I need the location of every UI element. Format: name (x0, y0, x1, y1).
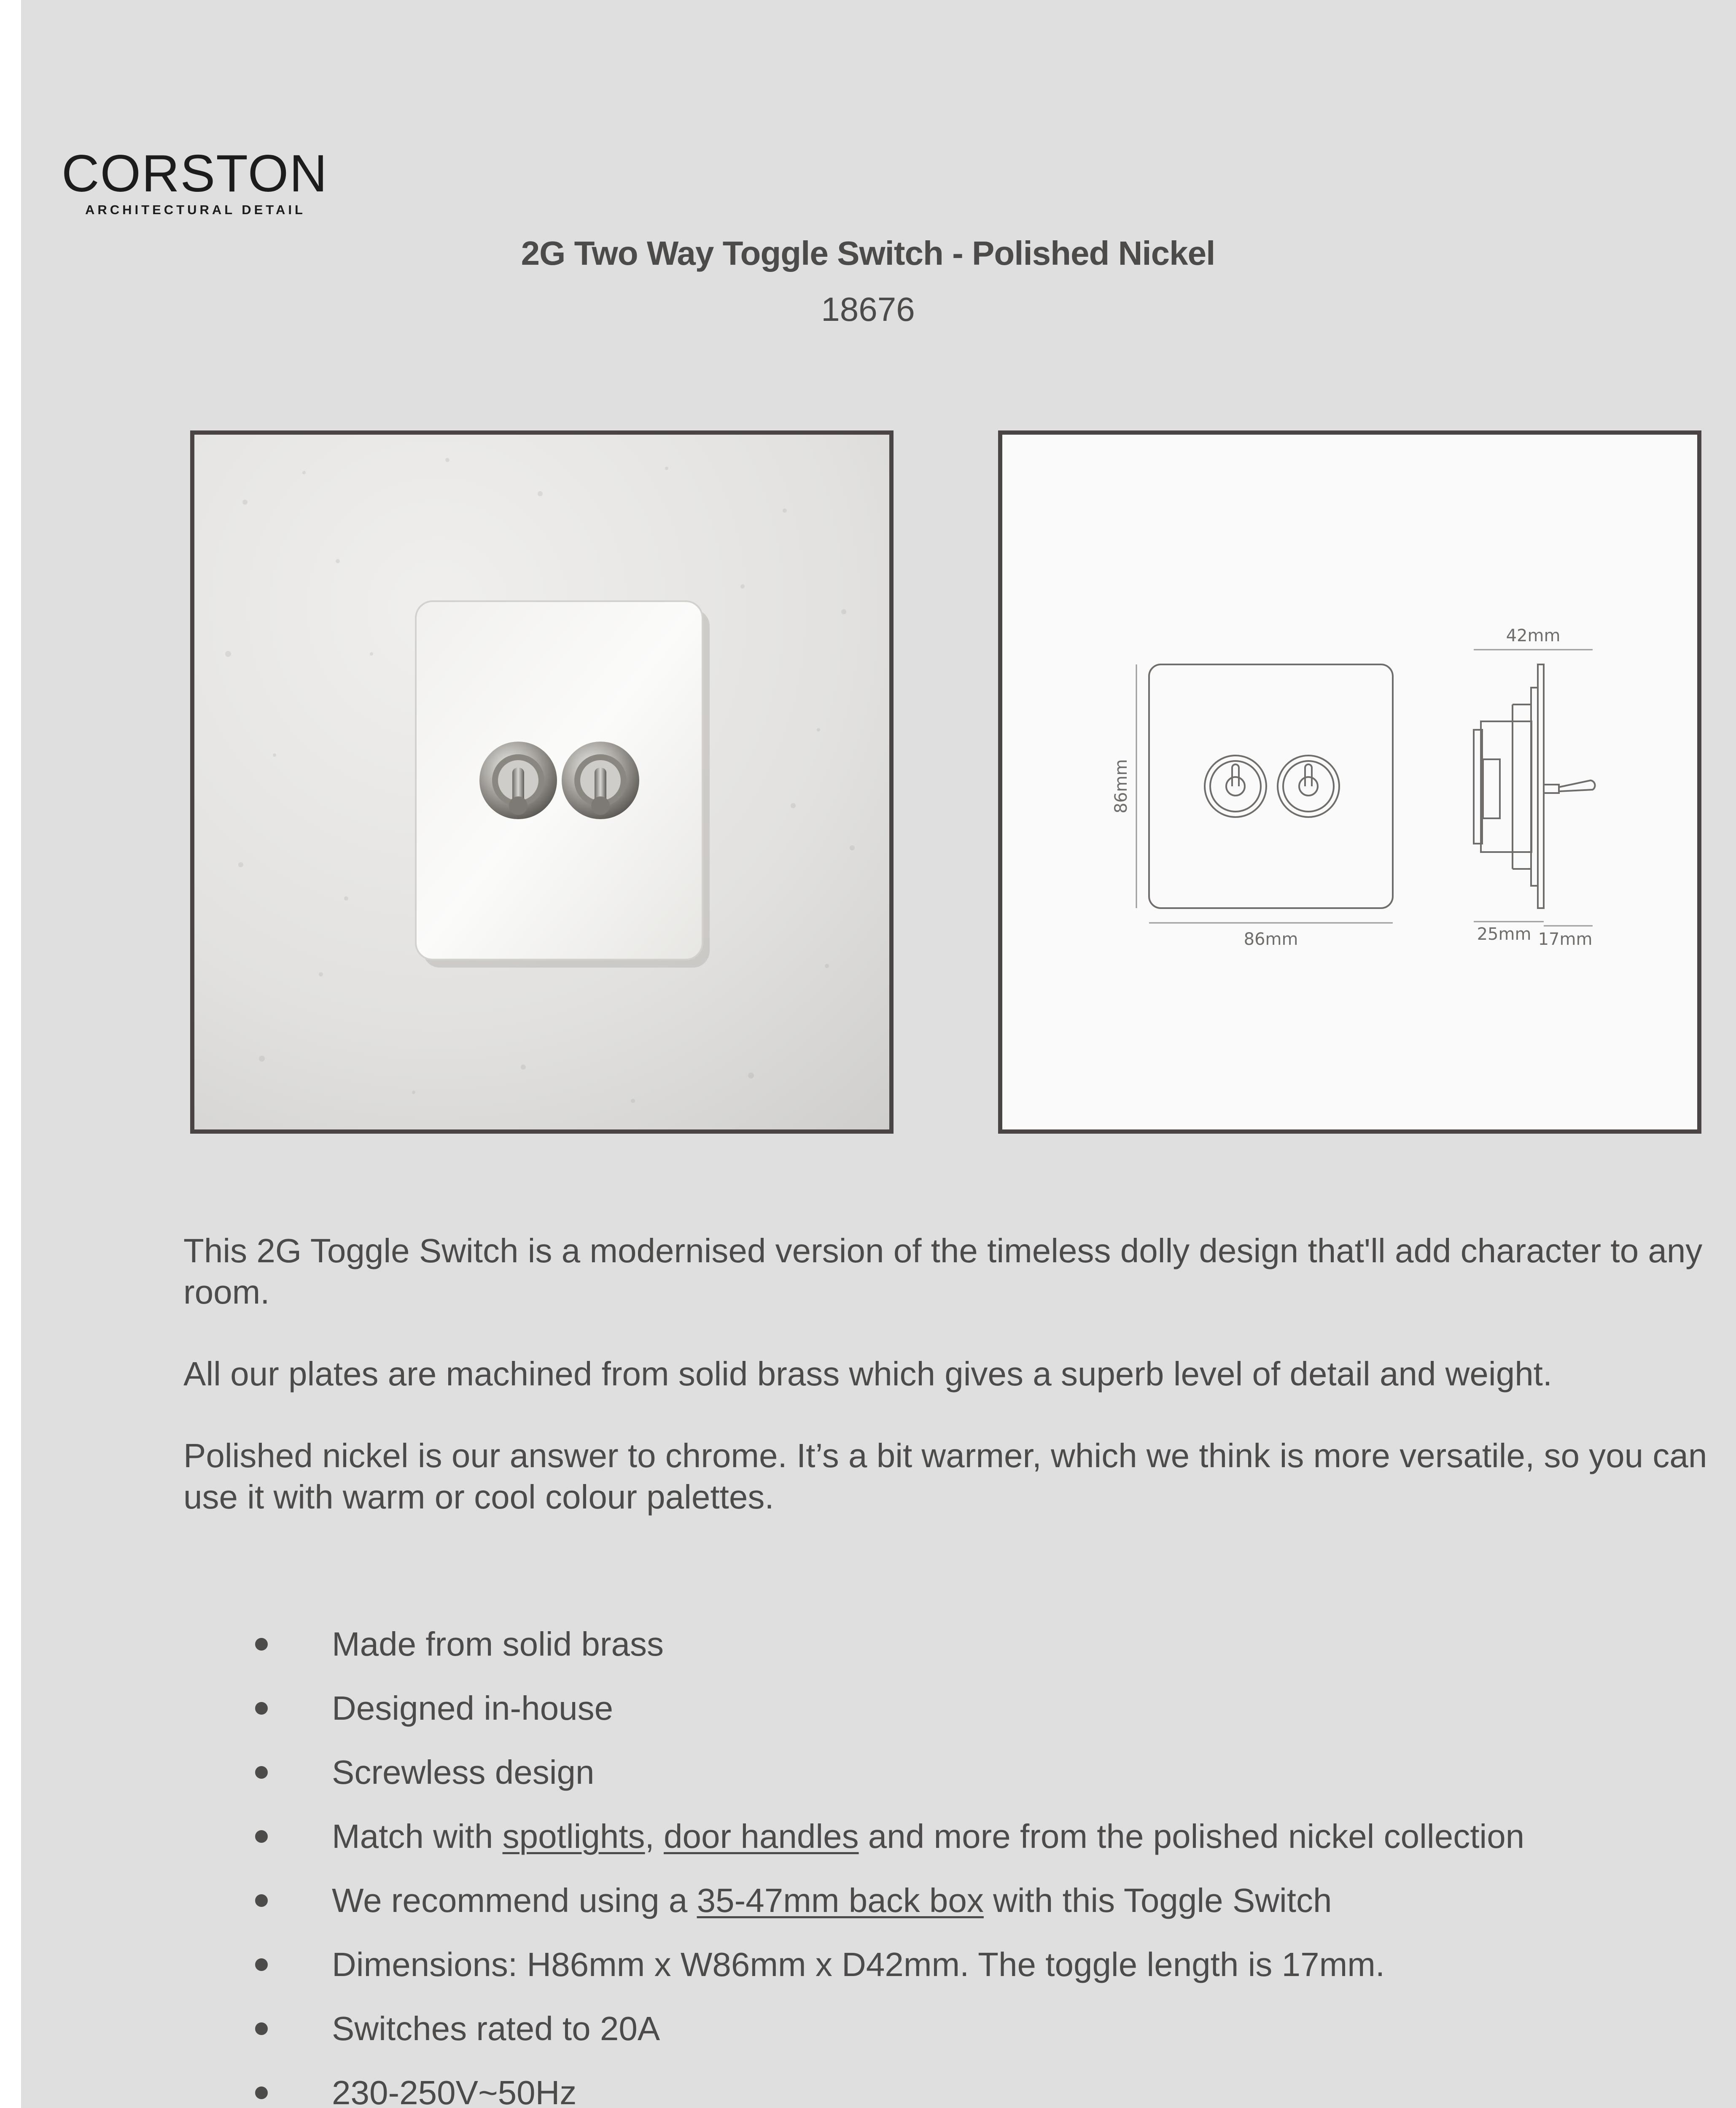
product-photo (190, 430, 894, 1134)
description-paragraph: All our plates are machined from solid brass which gives a superb level of detail and weight. (183, 1355, 1553, 1393)
feature-item: Match with spotlights, door handles and more from the polished nickel collection (183, 1815, 1718, 1879)
technical-drawing (998, 430, 1701, 1134)
door-handles-link[interactable]: door handles (664, 1818, 859, 1855)
bullet-icon (255, 1830, 268, 1843)
depth-dimension-label: 42mm (1506, 626, 1561, 645)
feature-item: Screwless design (183, 1751, 1718, 1815)
product-title: 2G Two Way Toggle Switch - Polished Nickel (521, 234, 1215, 272)
feature-list (183, 1623, 1718, 2108)
bullet-icon (255, 1766, 268, 1779)
bullet-icon (255, 2086, 268, 2099)
product-photo-illustration (194, 435, 889, 1129)
bullet-icon (255, 1638, 268, 1651)
product-sku: 18676 (821, 290, 915, 328)
spotlights-link[interactable]: spotlights (502, 1818, 645, 1855)
corston-logo[interactable] (62, 145, 328, 219)
bullet-icon (255, 1702, 268, 1715)
product-description (183, 1230, 1718, 1558)
feature-item: 230-250V~50Hz (183, 2072, 1718, 2108)
feature-item: Switches rated to 20A (183, 2008, 1718, 2072)
dimension-diagram (1002, 435, 1697, 1129)
bullet-icon (255, 2022, 268, 2035)
bullet-icon (255, 1894, 268, 1907)
bullet-icon (255, 1958, 268, 1971)
logo-wordmark: CORSTON (62, 145, 328, 203)
feature-item: Dimensions: H86mm x W86mm x D42mm. The toggle length is 17mm. (183, 1944, 1718, 2008)
height-dimension-label: 86mm (1112, 759, 1131, 814)
logo-tagline: ARCHITECTURAL DETAIL (85, 202, 306, 217)
toggle-length-label: 17mm (1538, 930, 1593, 949)
description-paragraph: This 2G Toggle Switch is a modernised version of the timeless dolly design that'll add character to any room. (183, 1232, 1703, 1311)
back-depth-label: 25mm (1477, 925, 1531, 944)
feature-item: We recommend using a 35-47mm back box with this Toggle Switch (183, 1879, 1718, 1944)
description-paragraph: Polished nickel is our answer to chrome. It’s a bit warmer, which we think is more versatile, so you can use it with warm or cool colour palettes. (183, 1437, 1707, 1516)
back-box-link[interactable]: 35-47mm back box (697, 1882, 984, 1919)
width-dimension-label: 86mm (1243, 930, 1298, 949)
feature-item: Designed in-house (183, 1687, 1718, 1751)
feature-item: Made from solid brass (183, 1623, 1718, 1687)
